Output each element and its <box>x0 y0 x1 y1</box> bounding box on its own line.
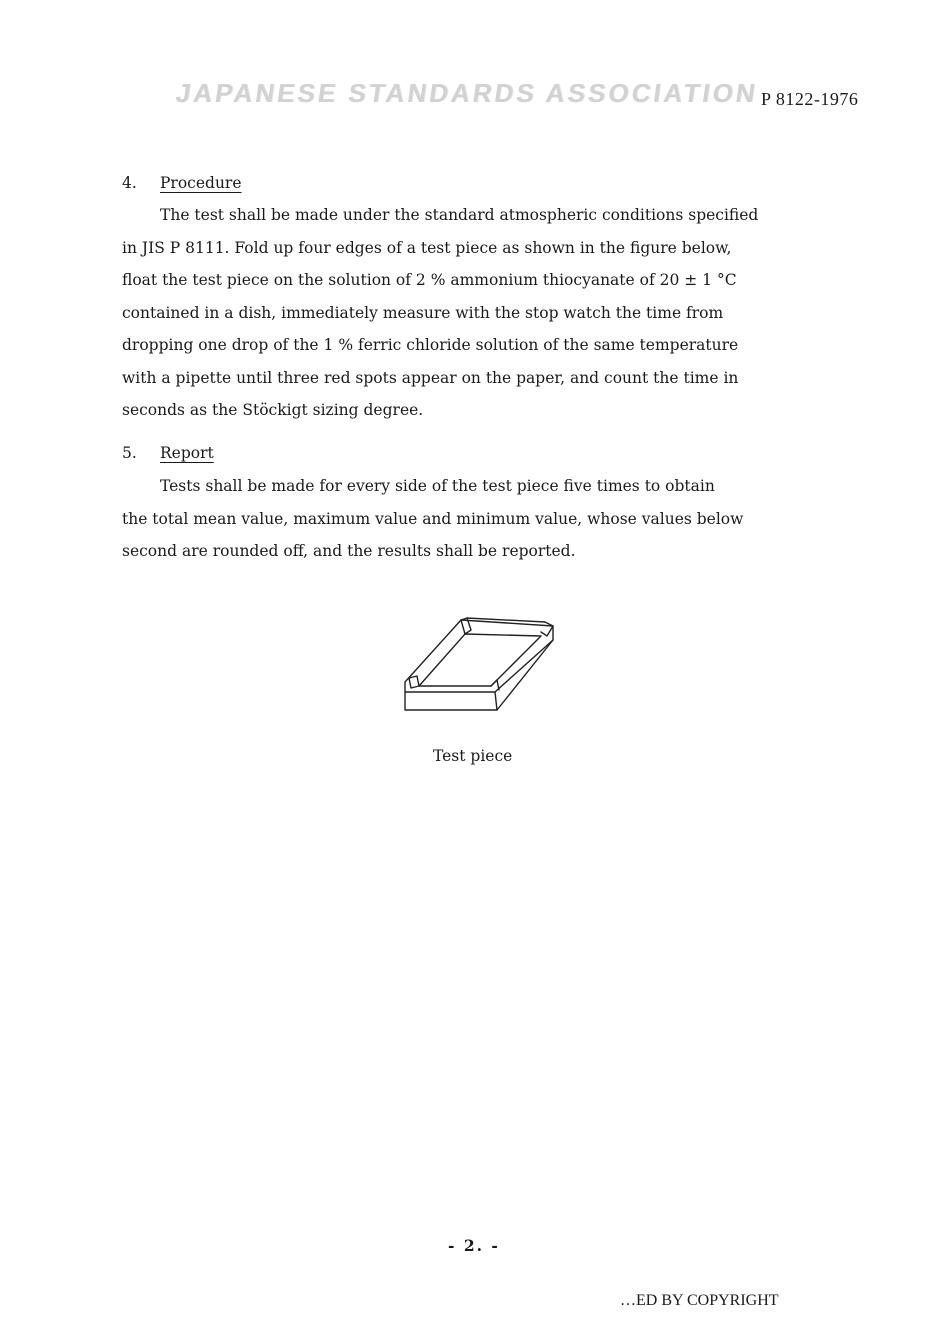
paragraph-line: contained in a dish, immediately measure with the stop watch the time from <box>122 303 724 322</box>
header-watermark: JAPANESE STANDARDS ASSOCIATION <box>173 78 760 108</box>
paragraph-line: dropping one drop of the 1 % ferric chloride solution of the same temperature <box>122 336 739 354</box>
figure-caption: Test piece <box>433 747 513 765</box>
section-title: Report <box>160 444 214 462</box>
page-number: - 2. - <box>448 1236 500 1255</box>
procedure-paragraph <box>122 199 840 427</box>
paragraph-line: in JIS P 8111. Fold up four edges of a test piece as shown in the figure below, <box>122 238 732 257</box>
report-paragraph <box>122 470 840 568</box>
paragraph-line: float the test piece on the solution of 2 % ammonium thiocyanate of 20 ± 1 °C <box>122 271 737 289</box>
document-number: P 8122-1976 <box>761 89 859 109</box>
paragraph-line: Tests shall be made for every side of the test piece five times to obtain <box>160 477 715 495</box>
paragraph-line: with a pipette until three red spots appear on the paper, and count the time in <box>122 368 739 387</box>
copyright-notice: …ED BY COPYRIGHT <box>620 1292 779 1309</box>
paragraph-line: the total mean value, maximum value and minimum value, whose values below <box>122 509 744 528</box>
paragraph-line: The test shall be made under the standard atmospheric conditions specified <box>160 206 759 224</box>
section-number: 4. <box>122 174 137 192</box>
paragraph-line: second are rounded off, and the results shall be reported. <box>122 542 576 560</box>
paragraph-line: seconds as the Stöckigt sizing degree. <box>122 401 424 419</box>
section-heading-procedure <box>122 174 422 196</box>
folded-test-piece-drawing <box>395 608 565 718</box>
section-title: Procedure <box>160 174 242 192</box>
section-heading-report <box>122 444 422 466</box>
section-number: 5. <box>122 444 137 462</box>
